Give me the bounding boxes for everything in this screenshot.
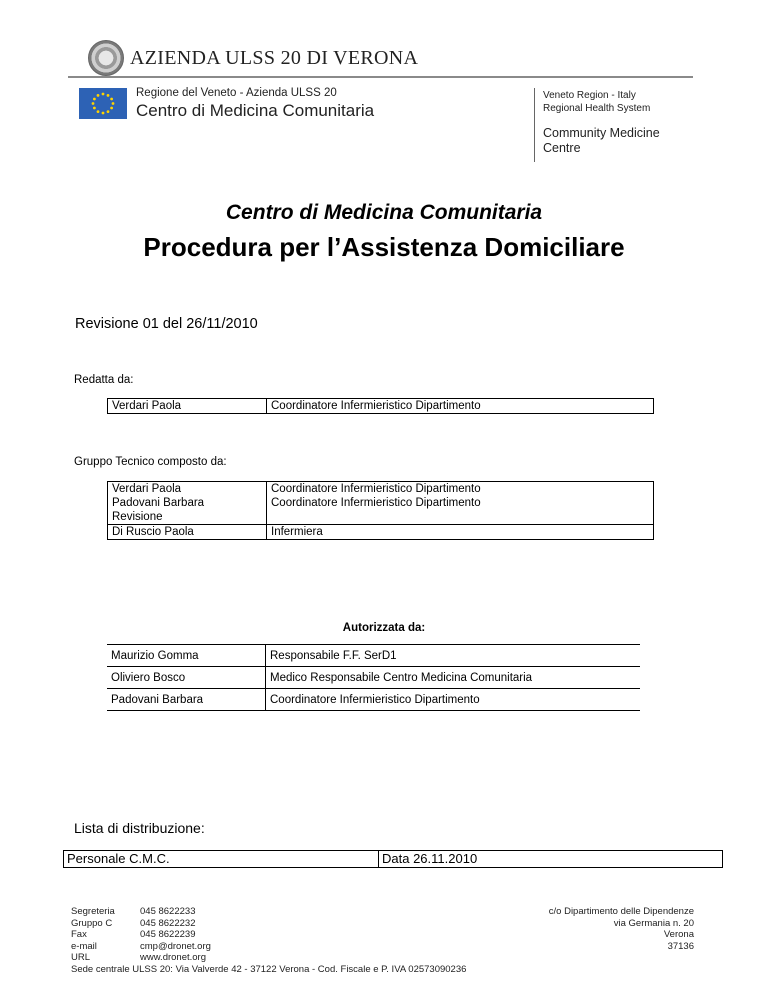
redatta-label: Redatta da:	[74, 374, 134, 386]
address-line: via Germania n. 20	[613, 917, 694, 929]
document-subtitle: Centro di Medicina Comunitaria	[225, 201, 543, 224]
document-title: Procedura per l’Assistenza Domiciliare	[143, 232, 625, 262]
table-row	[108, 525, 654, 540]
table-row	[107, 689, 640, 711]
member-name	[108, 482, 267, 525]
contact-label: URL	[71, 952, 91, 964]
english-centre-line-2: Centre	[543, 141, 581, 155]
author-role: Coordinatore Infermieristico Dipartimento	[267, 399, 654, 414]
english-region-line-2: Regional Health System	[543, 103, 651, 114]
contact-label: Segreteria	[71, 906, 115, 917]
header-divider	[68, 76, 693, 78]
footer-address	[549, 906, 694, 952]
contact-value: 045 8622232	[140, 917, 196, 929]
contact-label: e-mail	[71, 940, 97, 952]
member-role-line: Coordinatore Infermieristico Dipartimento	[271, 497, 481, 509]
english-centre-line-1: Community Medicine	[543, 126, 660, 140]
redatta-table	[107, 398, 654, 414]
member-name-line: Padovani Barbara	[112, 497, 205, 509]
table-row	[107, 645, 640, 667]
author-name: Verdari Paola	[108, 399, 267, 414]
revision-line: Revisione 01 del 26/11/2010	[75, 316, 258, 332]
table-row	[64, 851, 723, 868]
address-line: 37136	[667, 940, 694, 952]
contact-value[interactable]: www.dronet.org	[140, 952, 207, 964]
english-region-line-1: Veneto Region - Italy	[543, 90, 636, 101]
footer-sede: Sede centrale ULSS 20: Via Valverde 42 - 37122 Verona - Cod. Fiscale e P. IVA 02573090236	[71, 964, 467, 975]
distribution-date: Data 26.11.2010	[379, 851, 723, 868]
contact-label: Gruppo C	[71, 917, 113, 929]
address-line: c/o Dipartimento delle Dipendenze	[548, 906, 694, 917]
member-name-line: Verdari Paola	[112, 483, 182, 495]
header-vertical-divider	[534, 88, 535, 162]
contact-value[interactable]: cmp@dronet.org	[140, 940, 211, 952]
approver-name: Padovani Barbara	[107, 689, 266, 711]
eu-flag-icon	[79, 88, 127, 119]
approver-name: Oliviero Bosco	[107, 667, 266, 689]
footer-contact-labels	[71, 906, 115, 964]
org-title: AZIENDA ULSS 20 DI VERONA	[130, 47, 419, 69]
table-row	[108, 482, 654, 525]
contact-label: Fax	[71, 929, 87, 941]
approver-name: Maurizio Gomma	[107, 645, 266, 667]
member-role	[267, 482, 654, 525]
approver-role: Responsabile F.F. SerD1	[266, 645, 641, 667]
member-role-line: Coordinatore Infermieristico Dipartimento	[271, 483, 481, 495]
table-row	[108, 399, 654, 414]
ulss-seal-logo	[88, 40, 124, 76]
member-role: Infermiera	[267, 525, 654, 540]
distribution-table	[63, 850, 723, 868]
autorizzata-label: Autorizzata da:	[342, 622, 426, 634]
gruppo-label: Gruppo Tecnico composto da:	[74, 456, 227, 468]
member-name: Di Ruscio Paola	[108, 525, 267, 540]
centre-name: Centro di Medicina Comunitaria	[136, 101, 375, 120]
approver-role: Medico Responsabile Centro Medicina Comunitaria	[266, 667, 641, 689]
distribution-label: Lista di distribuzione:	[74, 820, 205, 836]
gruppo-table	[107, 481, 654, 540]
footer-contact-values	[140, 906, 211, 964]
contact-value: 045 8622233	[140, 906, 196, 917]
member-name-line: Revisione	[112, 511, 163, 523]
contact-value: 045 8622239	[140, 929, 196, 941]
region-line: Regione del Veneto - Azienda ULSS 20	[136, 87, 337, 99]
distribution-recipient: Personale C.M.C.	[64, 851, 379, 868]
autorizzata-table	[107, 644, 640, 711]
approver-role: Coordinatore Infermieristico Dipartimento	[266, 689, 641, 711]
address-line: Verona	[663, 929, 694, 941]
table-row	[107, 667, 640, 689]
